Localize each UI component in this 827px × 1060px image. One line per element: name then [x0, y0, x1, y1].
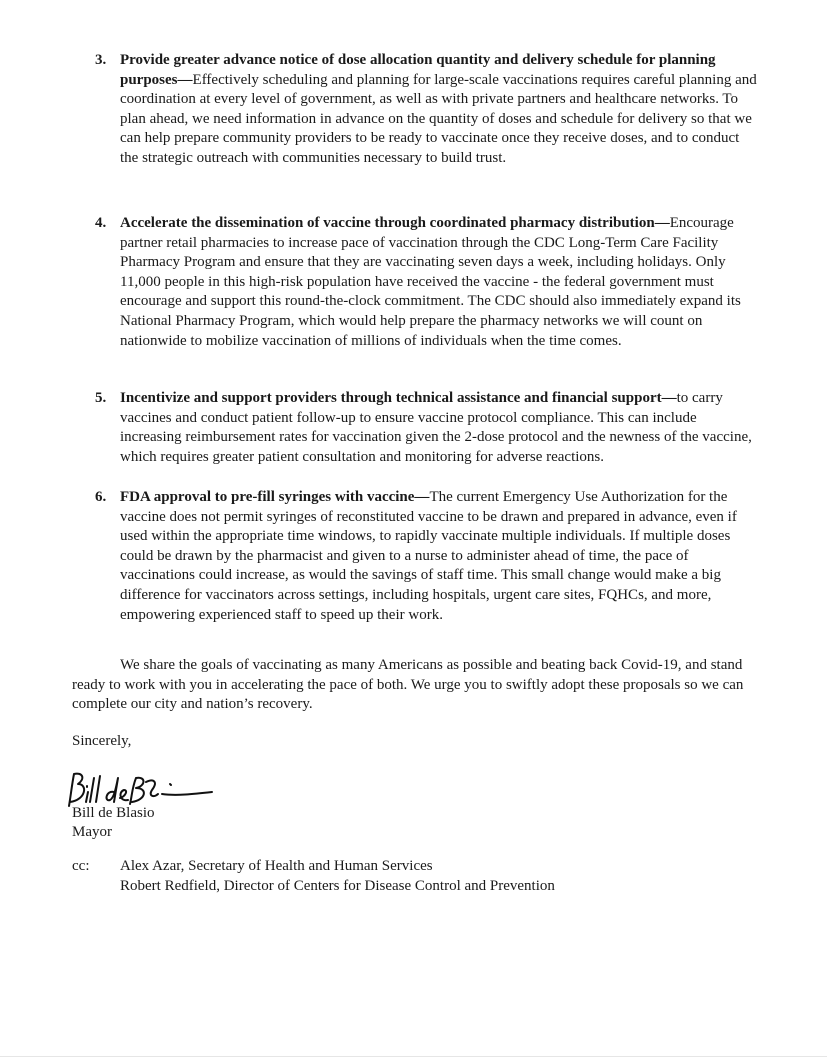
list-item-6 [95, 488, 760, 625]
item-number: 3. [95, 52, 107, 68]
cc-list [120, 857, 555, 896]
cc-label: cc: [72, 858, 90, 874]
closing-paragraph: We share the goals of vaccinating as many Americans as possible and beating back Covid-19, and stand ready to work with you in accelerating the pace of both. We urge you to swiftly adopt these proposals so we can complete our city and nation’s recovery. [72, 657, 744, 713]
item-body: to carry vaccines and conduct patient follow-up to ensure vaccine protocol compliance. This can include increasing reimbursement rates for vaccination given the 2-dose protocol and the newness of the vaccine, which requires greater patient consultation and monitoring for adverse reactions. [120, 390, 752, 465]
item-body: The current Emergency Use Authorization for the vaccine does not permit syringes of reconstituted vaccine to be drawn and prepared in advance, even if used within the appropriate time windows, to rapidly vaccinate multiple individuals. If multiple doses could be drawn by the pharmacist and given to a nurse to administer ahead of time, the pace of vaccinations could increase, as would the savings of staff time. This small change would make a big difference for vaccinators across settings, including hospitals, urgent care sites, FQHCs, and more, empowering experienced staff to speed up their work. [120, 489, 737, 623]
list-item-3 [95, 51, 760, 169]
item-number: 5. [95, 390, 107, 406]
signoff: Sincerely, [72, 733, 132, 749]
signer-title: Mayor [72, 824, 112, 840]
list-item-5 [95, 389, 760, 467]
signer-name: Bill de Blasio [72, 805, 155, 821]
item-number: 6. [95, 489, 107, 505]
cc-recipient: Robert Redfield, Director of Centers for Disease Control and Prevention [120, 877, 555, 894]
list-item-4 [95, 214, 760, 351]
item-heading: FDA approval to pre-fill syringes with vaccine— [120, 489, 430, 505]
item-body: Encourage partner retail pharmacies to increase pace of vaccination through the CDC Long-Term Care Facility Pharmacy Program and ensure that they are vaccinating seven days a week, including holidays. Only 11,000 people in this high-risk population have received the vaccine - the federal government must encourage and support this round-the-clock commitment. The CDC should also immediately expand its National Pharmacy Program, which would help prepare the pharmacy networks we will count on nationwide to mobilize vaccination of millions of individuals when the time comes. [120, 215, 741, 349]
item-heading: Accelerate the dissemination of vaccine through coordinated pharmacy distribution— [120, 215, 670, 231]
item-body: Effectively scheduling and planning for large-scale vaccinations requires careful planning and coordination at every level of government, as well as with private partners and healthcare networks. To plan ahead, we need information in advance on the quantity of doses and schedule for delivery so that we can help prepare community providers to be ready to vaccinate once they receive doses, and to conduct the strategic outreach with communities necessary to build trust. [120, 71, 757, 166]
cc-recipient: Alex Azar, Secretary of Health and Human Services [120, 858, 433, 874]
item-number: 4. [95, 215, 107, 231]
item-heading: Provide greater advance notice of dose allocation quantity and delivery schedule for planning purposes— [120, 52, 716, 88]
item-heading: Incentivize and support providers through technical assistance and financial support— [120, 390, 677, 406]
